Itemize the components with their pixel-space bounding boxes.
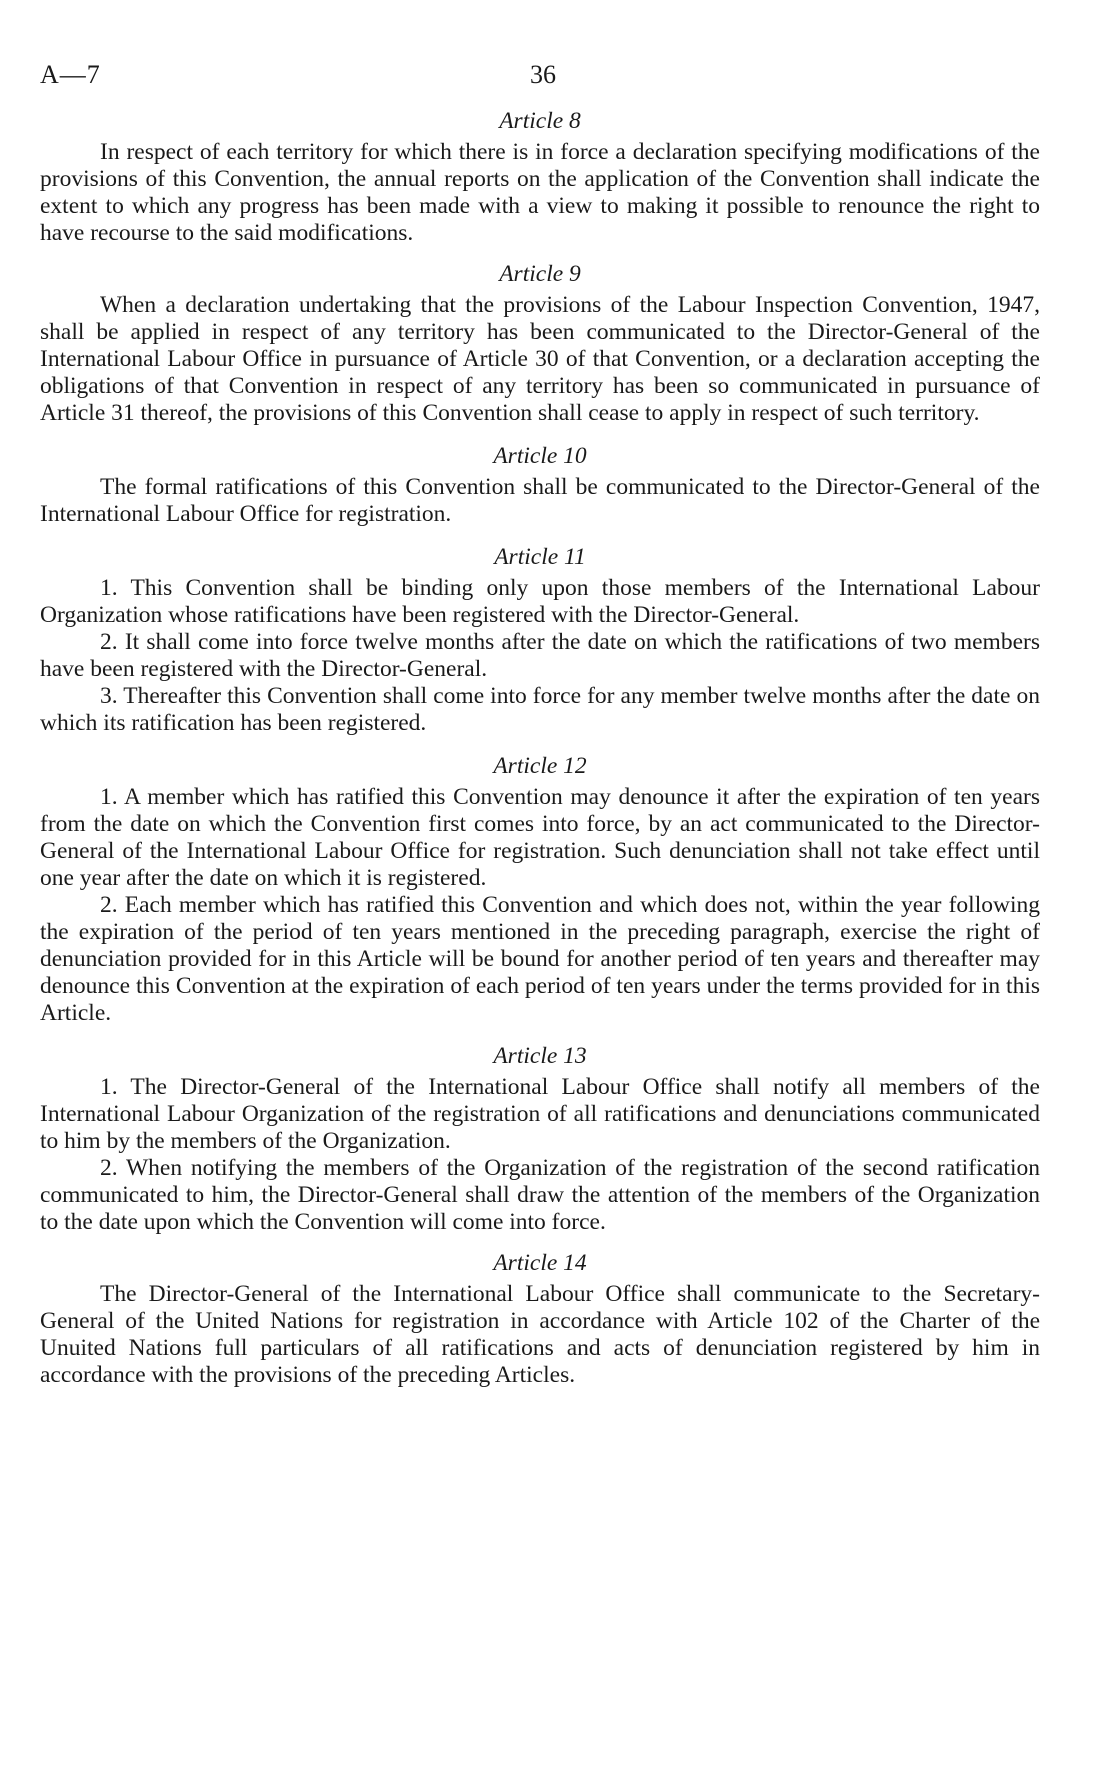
article-paragraph: 3. Thereafter this Convention shall come into force for any member twelve months after the date on which its ratification has been registered.	[40, 683, 1040, 736]
article-paragraph: 2. It shall come into force twelve months after the date on which the ratifications of two members have been registered with the Director-General.	[40, 629, 1040, 682]
page-header	[40, 60, 1040, 100]
article-8	[40, 108, 1040, 247]
article-10	[40, 443, 1040, 528]
article-paragraph: 1. A member which has ratified this Convention may denounce it after the expiration of ten years from the date on which the Convention first comes into force, by an act communicated to the Director-General of the International Labour Office for registration. Such denunciation shall not take effect until one year after the date on which it is registered.	[40, 784, 1040, 891]
article-title: Article 9	[499, 261, 581, 287]
article-title: Article 11	[494, 544, 586, 570]
article-paragraph: 1. The Director-General of the International Labour Office shall notify all members of the International Labour Organization of the registration of all ratifications and denunciations communicated to him by the members of the Organization.	[40, 1074, 1040, 1154]
article-paragraph: In respect of each territory for which there is in force a declaration specifying modifications of the provisions of this Convention, the annual reports on the application of the Convention shall indicate the extent to which any progress has been made with a view to making it possible to renounce the right to have recourse to the said modifications.	[40, 139, 1040, 246]
article-paragraph: The Director-General of the International Labour Office shall communicate to the Secretary-General of the United Nations for registration in accordance with Article 102 of the Charter of the Unuited Nations full particulars of all ratifications and acts of denunciation registered by him in accordance with the provisions of the preceding Articles.	[40, 1281, 1040, 1388]
article-paragraph: 1. This Convention shall be binding only upon those members of the International Labour Organization whose ratifications have been registered with the Director-General.	[40, 575, 1040, 628]
article-paragraph: 2. When notifying the members of the Organization of the registration of the second ratification communicated to him, the Director-General shall draw the attention of the members of the Organization to the date upon which the Convention will come into force.	[40, 1155, 1040, 1235]
article-13	[40, 1043, 1040, 1236]
page-number: 36	[530, 60, 556, 89]
document-series: A—7	[40, 60, 101, 89]
article-11	[40, 544, 1040, 737]
article-title: Article 8	[499, 108, 581, 134]
article-12	[40, 753, 1040, 1027]
article-title: Article 13	[493, 1043, 587, 1069]
document-body	[40, 108, 1040, 1403]
article-paragraph: 2. Each member which has ratified this Convention and which does not, within the year following the expiration of the period of ten years mentioned in the preceding paragraph, exercise the right of denunciation provided for in this Article will be bound for another period of ten years and thereafter may denounce this Convention at the expiration of each period of ten years under the terms provided for in this Article.	[40, 892, 1040, 1026]
article-title: Article 14	[493, 1250, 587, 1276]
article-paragraph: The formal ratifications of this Convention shall be communicated to the Director-General of the International Labour Office for registration.	[40, 474, 1040, 527]
article-9	[40, 261, 1040, 427]
article-14	[40, 1250, 1040, 1389]
article-title: Article 10	[493, 443, 587, 469]
article-title: Article 12	[493, 753, 587, 779]
article-paragraph: When a declaration undertaking that the provisions of the Labour Inspection Convention, 1947, shall be applied in respect of any territory has been communicated to the Director-General of the International Labour Office in pursuance of Article 30 of that Convention, or a declaration accepting the obligations of that Convention in respect of any territory has been so communicated in pursuance of Article 31 thereof, the provisions of this Convention shall cease to apply in respect of such territory.	[40, 292, 1040, 426]
